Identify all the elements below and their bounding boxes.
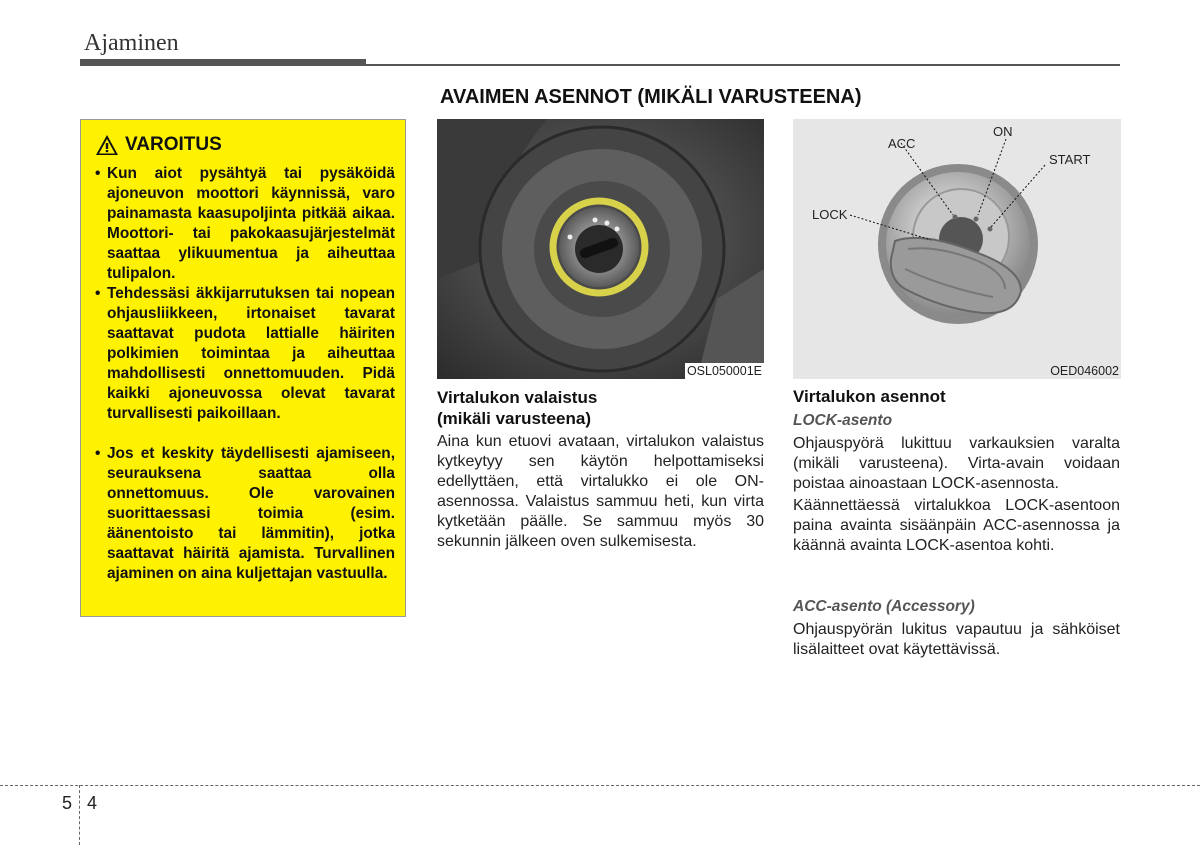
footer-rule <box>0 785 1200 786</box>
warning-item-text: Tehdessäsi äkkijarrutuksen tai nopean ohjausliikkeen, irtonaiset tavarat saattavat pudota lattialle häiriten polkimien toimintaa ja aiheuttaa mahdollisesti onnettomuuden. Pidä kaikki ajoneuvossa olevat tavarat turvallisesti paikoillaan. <box>107 285 395 422</box>
warning-header <box>95 134 222 156</box>
lock-position-text: Ohjauspyörä lukittuu varkauksien varalta (mikäli varusteena). Virta-avain voidaan poistaa ainoastaan LOCK-asennosta. <box>793 435 1120 492</box>
warning-item <box>95 444 395 584</box>
bullet: • <box>95 165 101 182</box>
warning-item-text: Kun aiot pysähtyä tai pysäköidä ajoneuvon moottori käynnissä, varo painamasta kaasupoljinta pitkää aikaa. Moottori- tai pakokaasujärjestelmät saattaa ylikuumentua ja aiheuttaa tulipalon. <box>107 165 395 282</box>
figure-code: OSL050001E <box>686 364 762 378</box>
warning-item <box>95 164 395 284</box>
acc-label: ACC <box>888 136 916 151</box>
header-rule <box>366 64 1120 66</box>
acc-position-text: Ohjauspyörän lukitus vapautuu ja sähköiset lisälaitteet ovat käytettävissä. <box>793 621 1120 658</box>
chapter-title: Ajaminen <box>84 30 179 56</box>
illumination-subheading: (mikäli varusteena) <box>437 409 592 428</box>
footer-divider <box>79 785 80 845</box>
illumination-heading: Virtalukon valaistus <box>437 388 598 407</box>
bullet: • <box>95 285 101 302</box>
chapter-number: 5 <box>62 793 73 813</box>
positions-heading: Virtalukon asennot <box>793 387 946 406</box>
lock-position-heading: LOCK-asento <box>793 412 893 429</box>
lock-position-text-2: Käännettäessä virtalukkoa LOCK-asentoon paina avainta sisäänpäin ACC-asennossa ja käännä avainta LOCK-asentoa kohti. <box>793 497 1120 554</box>
illumination-body: Aina kun etuovi avataan, virtalukon valaistus kytkeytyy sen käytön helpottamiseksi edellyttäen, että virtalukko ei ole ON-asennossa. Valaistus sammuu heti, kun virta kytketään päälle. Se sammuu myös 30 sekunnin jälkeen oven sulkemisesta. <box>437 433 764 550</box>
page-number: 4 <box>87 793 98 813</box>
warning-triangle-icon <box>95 134 119 156</box>
bullet: • <box>95 445 101 462</box>
start-label: START <box>1049 152 1091 167</box>
key-positions-illustration <box>793 119 1121 379</box>
section-title: AVAIMEN ASENNOT (MIKÄLI VARUSTEENA) <box>440 86 862 108</box>
lock-label: LOCK <box>812 207 848 222</box>
warning-box <box>80 119 406 617</box>
ignition-illustration <box>437 119 764 379</box>
ignition-illumination-photo <box>437 119 764 379</box>
figure-code: OED046002 <box>1050 364 1119 378</box>
warning-title: VAROITUS <box>125 134 222 155</box>
warning-item-text: Jos et keskity täydellisesti ajamiseen, seurauksena saattaa olla onnettomuus. Ole varovainen suorittaessasi toimia (esim. äänentoisto tai lämmitin), jotka saattavat häiritä ajamista. Turvallinen ajaminen on aina kuljettajan vastuulla. <box>107 445 395 582</box>
acc-position-heading: ACC-asento (Accessory) <box>793 598 975 615</box>
on-label: ON <box>993 124 1013 139</box>
warning-item <box>95 284 395 424</box>
key-positions-figure <box>793 119 1121 379</box>
header-bar <box>80 59 366 66</box>
